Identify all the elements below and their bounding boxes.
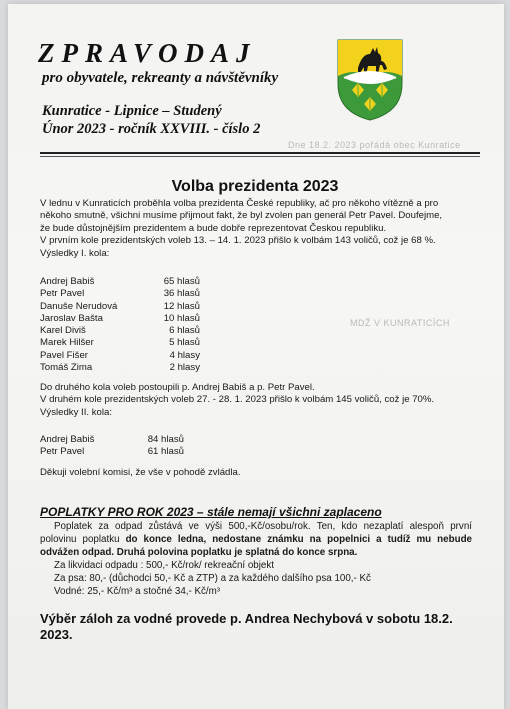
result-row: [40, 276, 200, 288]
candidate-name: Tomáš Zima: [40, 362, 93, 374]
fees-line-objects: Za likvidaci odpadu : 500,- Kč/rok/ rekreační objekt: [54, 560, 274, 571]
text-line: Výsledky II. kola:: [40, 406, 112, 418]
candidate-votes: 61 hlasů: [147, 446, 184, 458]
result-row: [40, 446, 184, 458]
fees-line-dogs: Za psa: 80,- (důchodci 50,- Kč a ZTP) a za každého dalšího psa 100,- Kč: [54, 573, 371, 584]
candidate-votes: 6 hlasů: [169, 325, 200, 337]
issue-info: Únor 2023 - ročník XXVIII. - číslo 2: [42, 121, 261, 137]
candidate-votes: 4 hlasy: [169, 349, 200, 361]
municipal-crest-icon: [336, 38, 404, 122]
candidate-votes: 36 hlasů: [163, 288, 200, 300]
result-row: [40, 325, 200, 337]
place-names: Kunratice - Lipnice – Studený: [42, 103, 222, 119]
text-line: že bude důstojnějším prezidentem a bude dobře reprezentovat Českou republiku.: [40, 222, 387, 234]
text-line: V druhém kole prezidentských voleb 27. - 28. 1. 2023 přišlo k volbám 145 voličů, což je 70%.: [40, 394, 435, 406]
newsletter-title: ZPRAVODAJ: [38, 38, 257, 68]
round1-results: [40, 276, 200, 374]
result-row: [40, 301, 200, 313]
candidate-name: Andrej Babiš: [40, 434, 95, 445]
newsletter-subtitle: pro obyvatele, rekreanty a návštěvníky: [42, 70, 279, 86]
text-line: V lednu v Kunraticích proběhla volba prezidenta České republiky, ač pro někoho vítězně a pro: [40, 198, 439, 209]
text-line: Do druhého kola voleb postoupili p. Andrej Babiš a p. Petr Pavel.: [40, 382, 315, 393]
article-heading-fees: POPLATKY PRO ROK 2023 – stále nemají všichni zaplaceno: [40, 505, 382, 519]
masthead: [38, 38, 338, 138]
candidate-name: Danuše Nerudová: [40, 300, 118, 312]
header-divider: [40, 152, 480, 154]
fees-text-regular: Poplatek za odpad zůstává ve výši 500,-Kč/osobu/rok. Ten, kdo nezaplatí alespoň první polovinu poplatku: [40, 521, 472, 545]
candidate-votes: 12 hlasů: [163, 300, 200, 312]
candidate-votes: 2 hlasy: [169, 362, 200, 374]
candidate-votes: 84 hlasů: [147, 434, 184, 445]
fees-paragraph: [40, 520, 472, 559]
article-heading-election: Volba prezidenta 2023: [171, 178, 339, 195]
water-deposit-notice: Výběr záloh za vodné provede p. Andrea Nechybová v sobotu 18.2. 2023.: [40, 611, 453, 642]
fees-text: [40, 520, 472, 598]
round2-results: [40, 434, 184, 459]
candidate-votes: 5 hlasů: [169, 337, 200, 349]
header-divider-thin: [40, 156, 480, 157]
fees-line-water: Vodné: 25,- Kč/m³ a stočné 34,- Kč/m³: [54, 586, 221, 597]
text-line: V prvním kole prezidentských voleb 13. – 14. 1. 2023 přišlo k volbám 143 voličů, což je 68 %.: [40, 235, 436, 247]
show-through-text: Dne 18.2. 2023 pořádá obec Kunratice: [288, 140, 461, 150]
fees-text-bold: do konce ledna, nedostane známku na popelnici a tudíž mu nebude odvážen odpad. Druhá polovina poplatku je splatná do konce srpna.: [40, 534, 472, 558]
candidate-name: Andrej Babiš: [40, 276, 95, 287]
candidate-name: Pavel Fišer: [40, 349, 88, 361]
round2-intro: [40, 382, 470, 419]
result-row: [40, 362, 200, 374]
candidate-name: Petr Pavel: [40, 288, 85, 300]
result-row: [40, 313, 200, 325]
text-line: někoho smutně, všichni musíme přijmout fakt, že byl zvolen pan generál Petr Pavel. Doufejme,: [40, 210, 443, 222]
thanks-note: Děkuji volební komisi, že vše v pohodě zvládla.: [40, 467, 241, 478]
result-row: [40, 288, 200, 300]
election-intro: [40, 198, 470, 260]
show-through-text: MDŽ V KUNRATICÍCH: [350, 318, 450, 328]
candidate-name: Jaroslav Bašta: [40, 312, 103, 324]
result-row: [40, 434, 184, 446]
candidate-name: Marek Hilšer: [40, 337, 94, 349]
text-line: Výsledky I. kola:: [40, 247, 110, 259]
candidate-votes: 65 hlasů: [163, 276, 200, 287]
result-row: [40, 350, 200, 362]
candidate-name: Karel Diviš: [40, 325, 86, 337]
result-row: [40, 337, 200, 349]
candidate-name: Petr Pavel: [40, 446, 85, 458]
candidate-votes: 10 hlasů: [163, 312, 200, 324]
